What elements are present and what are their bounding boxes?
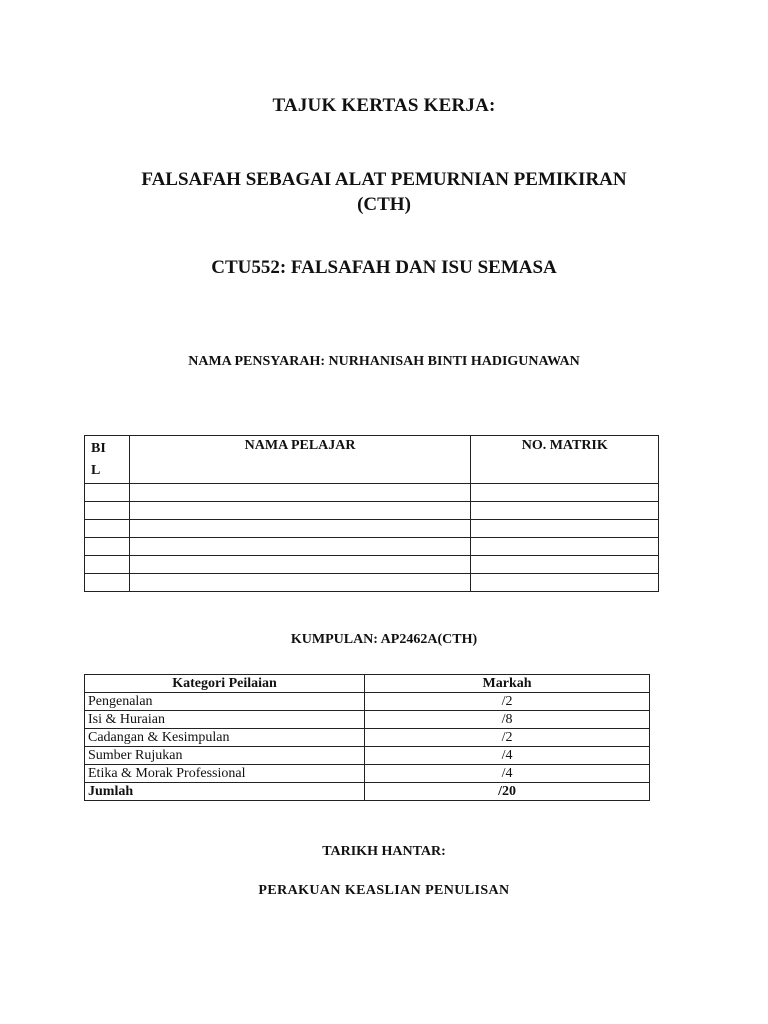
student-row [85, 538, 659, 556]
marks-cell: /8 [365, 711, 650, 729]
student-name-cell [129, 538, 471, 556]
category-cell: Sumber Rujukan [85, 747, 365, 765]
students-table [84, 435, 659, 592]
marks-header: Markah [365, 675, 650, 693]
student-row [85, 520, 659, 538]
marks-cell: /2 [365, 729, 650, 747]
bil-header-line-2: L [91, 463, 101, 478]
marks-row [85, 729, 650, 747]
student-matric-cell [471, 502, 659, 520]
lecturer-name: NAMA PENSYARAH: NURHANISAH BINTI HADIGUNAWAN [188, 354, 580, 369]
student-matric-cell [471, 538, 659, 556]
student-row [85, 556, 659, 574]
student-name-cell [129, 484, 471, 502]
student-name-cell [129, 574, 471, 592]
bil-header [85, 436, 130, 484]
category-header: Kategori Peilaian [85, 675, 365, 693]
student-matric-cell [471, 556, 659, 574]
student-bil-cell [85, 502, 130, 520]
paper-topic [0, 167, 768, 217]
bil-header-line-1: BI [91, 441, 106, 456]
marks-total-row [85, 783, 650, 801]
matric-number-header: NO. MATRIK [471, 436, 659, 484]
marks-row [85, 765, 650, 783]
topic-line-1: FALSAFAH SEBAGAI ALAT PEMURNIAN PEMIKIRAN [141, 169, 627, 190]
student-row [85, 502, 659, 520]
student-row [85, 484, 659, 502]
category-cell: Etika & Morak Professional [85, 765, 365, 783]
marks-table [84, 674, 650, 801]
student-matric-cell [471, 520, 659, 538]
student-bil-cell [85, 520, 130, 538]
topic-line-2: (CTH) [357, 194, 411, 215]
total-label: Jumlah [85, 783, 365, 801]
student-bil-cell [85, 484, 130, 502]
student-bil-cell [85, 538, 130, 556]
student-bil-cell [85, 574, 130, 592]
marks-row [85, 693, 650, 711]
marks-cell: /4 [365, 747, 650, 765]
declaration-title: PERAKUAN KEASLIAN PENULISAN [258, 883, 510, 898]
marks-row [85, 747, 650, 765]
category-cell: Cadangan & Kesimpulan [85, 729, 365, 747]
submission-date-label: TARIKH HANTAR: [322, 844, 446, 859]
category-cell: Isi & Huraian [85, 711, 365, 729]
student-name-cell [129, 502, 471, 520]
total-marks: /20 [365, 783, 650, 801]
category-cell: Pengenalan [85, 693, 365, 711]
student-bil-cell [85, 556, 130, 574]
student-matric-cell [471, 484, 659, 502]
marks-cell: /4 [365, 765, 650, 783]
students-table-header [85, 436, 659, 484]
marks-table-header [85, 675, 650, 693]
marks-row [85, 711, 650, 729]
student-name-cell [129, 520, 471, 538]
student-matric-cell [471, 574, 659, 592]
student-name-cell [129, 556, 471, 574]
marks-cell: /2 [365, 693, 650, 711]
paper-title-label: TAJUK KERTAS KERJA: [272, 95, 496, 116]
group-label: KUMPULAN: AP2462A(CTH) [290, 632, 478, 647]
student-name-header: NAMA PELAJAR [129, 436, 471, 484]
course-title: CTU552: FALSAFAH DAN ISU SEMASA [211, 257, 557, 278]
student-row [85, 574, 659, 592]
